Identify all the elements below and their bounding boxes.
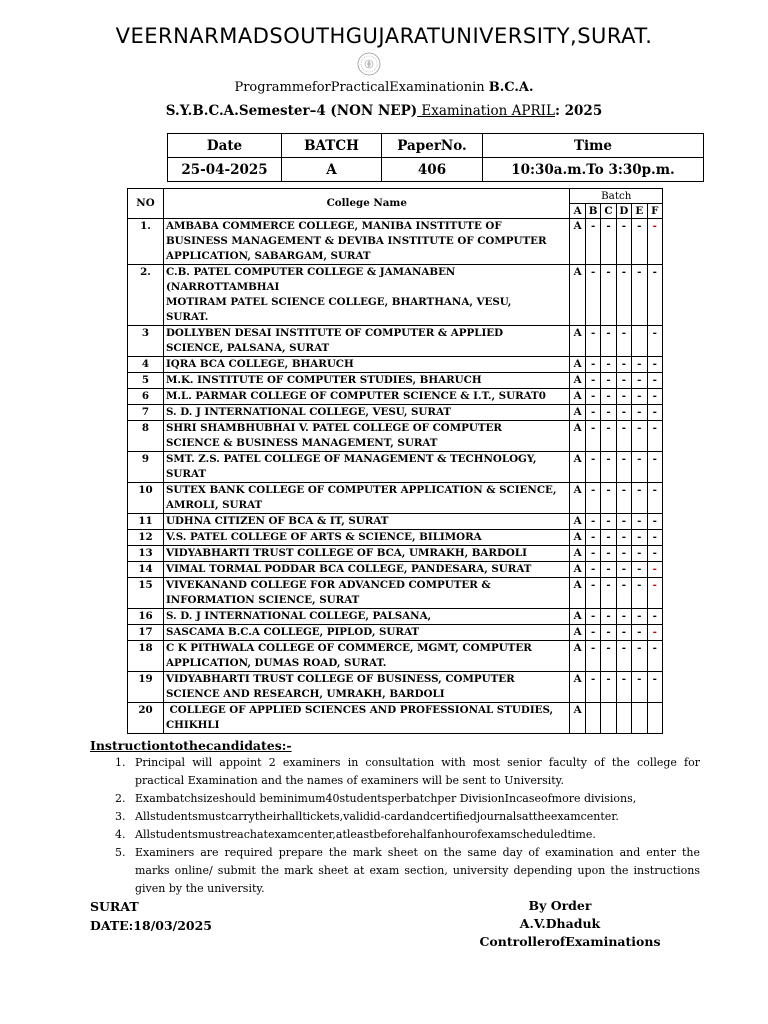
college-name (163, 405, 570, 421)
batch-cell: - (585, 483, 600, 514)
batch-cell: - (632, 265, 647, 326)
row-number: 1. (128, 219, 164, 265)
batch-cell: A (570, 357, 585, 373)
table-row (128, 625, 663, 641)
college-name-line: SCIENCE & BUSINESS MANAGEMENT, SURAT (165, 437, 438, 449)
table-row (128, 609, 663, 625)
batch-cell: - (647, 609, 663, 625)
batch-cell: A (570, 625, 585, 641)
college-name-line: VIVEKANAND COLLEGE FOR ADVANCED COMPUTER & (165, 579, 491, 591)
colleges-table (127, 188, 663, 734)
row-number: 8 (128, 421, 164, 452)
batch-cell: - (616, 483, 631, 514)
table-row (128, 703, 663, 734)
batch-cell: - (616, 578, 631, 609)
college-name (163, 219, 570, 265)
table-row (128, 641, 663, 672)
instruction-number: 1. (115, 756, 126, 769)
schedule-header-paper: PaperNo. (382, 134, 483, 158)
batch-cell: A (570, 703, 585, 734)
college-name-line: (NARROTTAMBHAI (165, 281, 280, 293)
college-name-line: SCIENCE, PALSANA, SURAT (165, 342, 330, 354)
table-row (128, 562, 663, 578)
table-row (128, 452, 663, 483)
batch-cell: - (632, 421, 647, 452)
instruction-number: 2. (115, 792, 126, 805)
batch-cell: - (601, 483, 616, 514)
batch-cell: - (616, 609, 631, 625)
batch-cell: - (647, 389, 663, 405)
batch-cell: - (585, 562, 600, 578)
batch-cell: - (616, 389, 631, 405)
batch-cell: A (570, 483, 585, 514)
college-name (163, 625, 570, 641)
college-name-line: BUSINESS MANAGEMENT & DEVIBA INSTITUTE OF COMPUTER (165, 235, 547, 247)
batch-cell: - (632, 219, 647, 265)
batch-cell: - (647, 483, 663, 514)
schedule-date: 25-04-2025 (168, 158, 282, 182)
college-name (163, 530, 570, 546)
batch-cell: - (647, 326, 663, 357)
college-name-line: INFORMATION SCIENCE, SURAT (165, 594, 360, 606)
row-number: 15 (128, 578, 164, 609)
row-number: 20 (128, 703, 164, 734)
batch-cell: - (616, 373, 631, 389)
batch-cell: A (570, 326, 585, 357)
batch-cell (585, 703, 600, 734)
col-name-header: College Name (163, 189, 570, 219)
schedule-batch: A (282, 158, 382, 182)
batch-cell: - (632, 530, 647, 546)
college-name-line: CHIKHLI (165, 719, 220, 731)
batch-cell: - (632, 483, 647, 514)
batch-cell: - (601, 357, 616, 373)
college-name-line: SCIENCE AND RESEARCH, UMRAKH, BARDOLI (165, 688, 445, 700)
table-row (128, 578, 663, 609)
university-seal-icon (357, 52, 381, 76)
batch-cell: A (570, 265, 585, 326)
batch-cell: A (570, 421, 585, 452)
batch-cell: - (647, 452, 663, 483)
row-number: 11 (128, 514, 164, 530)
row-number: 14 (128, 562, 164, 578)
batch-cell: - (585, 405, 600, 421)
batch-cell: - (647, 578, 663, 609)
row-number: 3 (128, 326, 164, 357)
instruction-item (90, 808, 700, 826)
college-name (163, 265, 570, 326)
batch-cell: - (601, 514, 616, 530)
footer-left (90, 897, 212, 935)
college-name-line: S. D. J INTERNATIONAL COLLEGE, PALSANA, (165, 610, 432, 622)
college-name-line: SUTEX BANK COLLEGE OF COMPUTER APPLICATION & SCIENCE, (165, 484, 557, 496)
batch-cell: - (601, 672, 616, 703)
college-name-line: SURAT (165, 468, 207, 480)
college-name (163, 452, 570, 483)
batch-cell: - (585, 530, 600, 546)
batch-cell: - (632, 514, 647, 530)
batch-letter-header: E (632, 204, 647, 219)
batch-cell: - (632, 373, 647, 389)
college-name-line: VIDYABHARTI TRUST COLLEGE OF BCA, UMRAKH, BARDOLI (165, 547, 527, 559)
footer-by-order: By Order (528, 898, 592, 913)
batch-cell (647, 703, 663, 734)
college-name (163, 389, 570, 405)
batch-cell: - (585, 514, 600, 530)
semester-line: S.Y.B.C.A.Semester–4 (NON NEP) Examination APRIL: 2025 (165, 103, 603, 119)
instruction-number: 3. (115, 810, 126, 823)
batch-cell: A (570, 641, 585, 672)
batch-cell: - (647, 672, 663, 703)
row-number: 10 (128, 483, 164, 514)
batch-cell: - (647, 219, 663, 265)
batch-cell: - (585, 389, 600, 405)
col-batch-header: Batch (570, 189, 663, 204)
table-row (128, 389, 663, 405)
instruction-text: Allstudentsmustcarrytheirhalltickets,validid-cardandcertifiedjournalsattheexamcenter. (135, 810, 619, 823)
instruction-number: 5. (115, 846, 126, 859)
batch-cell: - (616, 625, 631, 641)
college-name-line: DOLLYBEN DESAI INSTITUTE OF COMPUTER & APPLIED (165, 327, 504, 339)
batch-cell (601, 703, 616, 734)
table-row (128, 373, 663, 389)
table-row (128, 546, 663, 562)
batch-letter-header: C (601, 204, 616, 219)
college-name (163, 546, 570, 562)
batch-cell: - (601, 389, 616, 405)
batch-cell: - (632, 452, 647, 483)
instructions-heading: Instructiontothecandidates:- (90, 738, 292, 753)
college-name-line: VIDYABHARTI TRUST COLLEGE OF BUSINESS, COMPUTER (165, 673, 515, 685)
batch-cell: A (570, 530, 585, 546)
batch-letter-header: A (570, 204, 585, 219)
college-name-line: APPLICATION, SABARGAM, SURAT (165, 250, 371, 262)
batch-cell: - (585, 625, 600, 641)
batch-cell: - (616, 357, 631, 373)
college-name-line: M.L. PARMAR COLLEGE OF COMPUTER SCIENCE & I.T., SURAT0 (165, 390, 546, 402)
table-row (128, 530, 663, 546)
batch-cell: - (616, 219, 631, 265)
batch-cell: - (632, 625, 647, 641)
college-name (163, 421, 570, 452)
batch-cell: - (585, 357, 600, 373)
batch-cell: - (601, 326, 616, 357)
college-name-line: M.K. INSTITUTE OF COMPUTER STUDIES, BHARUCH (165, 374, 482, 386)
college-name-line: MOTIRAM PATEL SCIENCE COLLEGE, BHARTHANA, VESU, (165, 296, 512, 308)
batch-cell: - (616, 530, 631, 546)
batch-cell: - (601, 219, 616, 265)
batch-cell: - (601, 641, 616, 672)
batch-cell: - (601, 421, 616, 452)
batch-cell: - (616, 514, 631, 530)
row-number: 6 (128, 389, 164, 405)
batch-cell: - (616, 546, 631, 562)
batch-cell: - (616, 672, 631, 703)
instruction-item (90, 826, 700, 844)
college-name-line: AMROLI, SURAT (165, 499, 263, 511)
college-rows (128, 219, 663, 734)
university-title: VEERNARMADSOUTHGUJARATUNIVERSITY,SURAT. (115, 24, 653, 48)
batch-cell: - (647, 625, 663, 641)
batch-cell: - (601, 373, 616, 389)
college-name-line: VIMAL TORMAL PODDAR BCA COLLEGE, PANDESARA, SURAT (165, 563, 532, 575)
batch-cell: - (632, 578, 647, 609)
batch-cell: - (632, 641, 647, 672)
college-name-line: SHRI SHAMBHUBHAI V. PATEL COLLEGE OF COMPUTER (165, 422, 502, 434)
schedule-header-time: Time (483, 134, 704, 158)
batch-cell: - (632, 357, 647, 373)
college-name-line: SASCAMA B.C.A COLLEGE, PIPLOD, SURAT (165, 626, 420, 638)
batch-cell: A (570, 514, 585, 530)
college-name (163, 562, 570, 578)
batch-cell: A (570, 373, 585, 389)
batch-cell: - (601, 452, 616, 483)
batch-cell: - (647, 405, 663, 421)
college-name-line: C.B. PATEL COMPUTER COLLEGE & JAMANABEN (165, 266, 456, 278)
batch-cell: A (570, 389, 585, 405)
batch-cell: - (632, 609, 647, 625)
batch-cell: A (570, 672, 585, 703)
table-row (128, 326, 663, 357)
row-number: 12 (128, 530, 164, 546)
instruction-text: Principal will appoint 2 examiners in consultation with most senior faculty of the college for practical Examination and the names of examiners will be sent to University. (135, 756, 700, 787)
batch-cell: - (585, 641, 600, 672)
college-name (163, 373, 570, 389)
batch-cell: - (632, 562, 647, 578)
instruction-text: Allstudentsmustreachatexamcenter,atleastbeforehalfanhourofexamscheduledtime. (135, 828, 596, 841)
batch-cell: A (570, 219, 585, 265)
table-row (128, 219, 663, 265)
row-number: 9 (128, 452, 164, 483)
table-row (128, 405, 663, 421)
college-name-line: IQRA BCA COLLEGE, BHARUCH (165, 358, 354, 370)
footer-designation: ControllerofExaminations (479, 934, 661, 949)
row-number: 18 (128, 641, 164, 672)
row-number: 19 (128, 672, 164, 703)
batch-cell: - (601, 265, 616, 326)
college-name (163, 326, 570, 357)
batch-cell: - (601, 546, 616, 562)
batch-cell: - (585, 578, 600, 609)
batch-cell (632, 703, 647, 734)
programme-line: ProgrammeforPracticalExaminationin B.C.A. (234, 80, 534, 95)
batch-cell: - (585, 609, 600, 625)
footer-right (440, 897, 680, 951)
batch-cell: - (585, 421, 600, 452)
batch-cell: - (585, 546, 600, 562)
college-name (163, 357, 570, 373)
batch-cell (616, 703, 631, 734)
batch-cell: - (601, 530, 616, 546)
batch-cell: - (616, 641, 631, 672)
instruction-text: Examiners are required prepare the mark sheet on the same day of examination and enter the marks online/ submit the mark sheet at exam section, university depending upon the instructions given by the university. (135, 846, 700, 895)
batch-cell: - (647, 641, 663, 672)
table-row (128, 483, 663, 514)
table-row (128, 265, 663, 326)
batch-cell: - (601, 609, 616, 625)
batch-cell (632, 326, 647, 357)
batch-cell: - (601, 578, 616, 609)
table-row (128, 514, 663, 530)
batch-cell: - (585, 452, 600, 483)
batch-cell: - (585, 326, 600, 357)
batch-cell: A (570, 405, 585, 421)
college-name-line: SURAT. (165, 311, 209, 323)
batch-cell: - (616, 452, 631, 483)
batch-cell: - (632, 405, 647, 421)
college-name (163, 703, 570, 734)
batch-cell: - (616, 562, 631, 578)
college-name-line: V.S. PATEL COLLEGE OF ARTS & SCIENCE, BILIMORA (165, 531, 482, 543)
college-name (163, 672, 570, 703)
instruction-text: Exambatchsizeshould beminimum40studentsperbatchper DivisionIncaseofmore divisions, (135, 792, 637, 805)
batch-cell: - (616, 265, 631, 326)
batch-cell: - (647, 357, 663, 373)
row-number: 17 (128, 625, 164, 641)
batch-letter-header: F (647, 204, 663, 219)
college-name (163, 483, 570, 514)
college-name (163, 641, 570, 672)
batch-cell: - (601, 405, 616, 421)
college-name (163, 609, 570, 625)
college-name-line: UDHNA CITIZEN OF BCA & IT, SURAT (165, 515, 389, 527)
batch-cell: - (647, 265, 663, 326)
footer-place: SURAT (90, 899, 139, 914)
college-name-line: C K PITHWALA COLLEGE OF COMMERCE, MGMT, COMPUTER (165, 642, 532, 654)
college-name-line: S. D. J INTERNATIONAL COLLEGE, VESU, SURAT (165, 406, 452, 418)
footer-signatory: A.V.Dhaduk (519, 916, 601, 931)
batch-cell: A (570, 452, 585, 483)
batch-cell: - (616, 421, 631, 452)
row-number: 5 (128, 373, 164, 389)
schedule-header-batch: BATCH (282, 134, 382, 158)
schedule-table (167, 133, 704, 182)
batch-cell: - (585, 373, 600, 389)
batch-cell: A (570, 609, 585, 625)
table-row (128, 357, 663, 373)
table-row (128, 421, 663, 452)
batch-cell: A (570, 562, 585, 578)
batch-cell: A (570, 546, 585, 562)
batch-cell: - (616, 405, 631, 421)
schedule-paper: 406 (382, 158, 483, 182)
batch-cell: - (647, 546, 663, 562)
batch-cell: - (647, 514, 663, 530)
col-no-header: NO (128, 189, 164, 219)
batch-cell: A (570, 578, 585, 609)
batch-cell: - (647, 421, 663, 452)
footer-date: DATE:18/03/2025 (90, 918, 213, 933)
row-number: 2. (128, 265, 164, 326)
batch-cell: - (632, 546, 647, 562)
batch-cell: - (585, 219, 600, 265)
instruction-item (90, 844, 700, 898)
row-number: 4 (128, 357, 164, 373)
row-number: 13 (128, 546, 164, 562)
batch-cell: - (616, 326, 631, 357)
batch-cell: - (601, 625, 616, 641)
batch-cell: - (585, 265, 600, 326)
batch-cell: - (647, 530, 663, 546)
batch-letter-header: D (616, 204, 631, 219)
college-name-line: SMT. Z.S. PATEL COLLEGE OF MANAGEMENT & TECHNOLOGY, (165, 453, 537, 465)
batch-cell: - (632, 672, 647, 703)
schedule-time: 10:30a.m.To 3:30p.m. (483, 158, 704, 182)
batch-cell: - (632, 389, 647, 405)
instruction-item (90, 790, 700, 808)
schedule-header-date: Date (168, 134, 282, 158)
batch-letter-header: B (585, 204, 600, 219)
batch-cell: - (585, 672, 600, 703)
batch-cell: - (601, 562, 616, 578)
batch-cell: - (647, 373, 663, 389)
table-row (128, 672, 663, 703)
instruction-item (90, 754, 700, 790)
batch-cell: - (647, 562, 663, 578)
college-name-line: AMBABA COMMERCE COLLEGE, MANIBA INSTITUTE OF (165, 220, 502, 232)
instruction-number: 4. (115, 828, 126, 841)
row-number: 16 (128, 609, 164, 625)
college-name (163, 514, 570, 530)
instructions-list (90, 754, 700, 898)
college-name-line: COLLEGE OF APPLIED SCIENCES AND PROFESSIONAL STUDIES, (165, 704, 554, 716)
college-name (163, 578, 570, 609)
row-number: 7 (128, 405, 164, 421)
college-name-line: APPLICATION, DUMAS ROAD, SURAT. (165, 657, 387, 669)
